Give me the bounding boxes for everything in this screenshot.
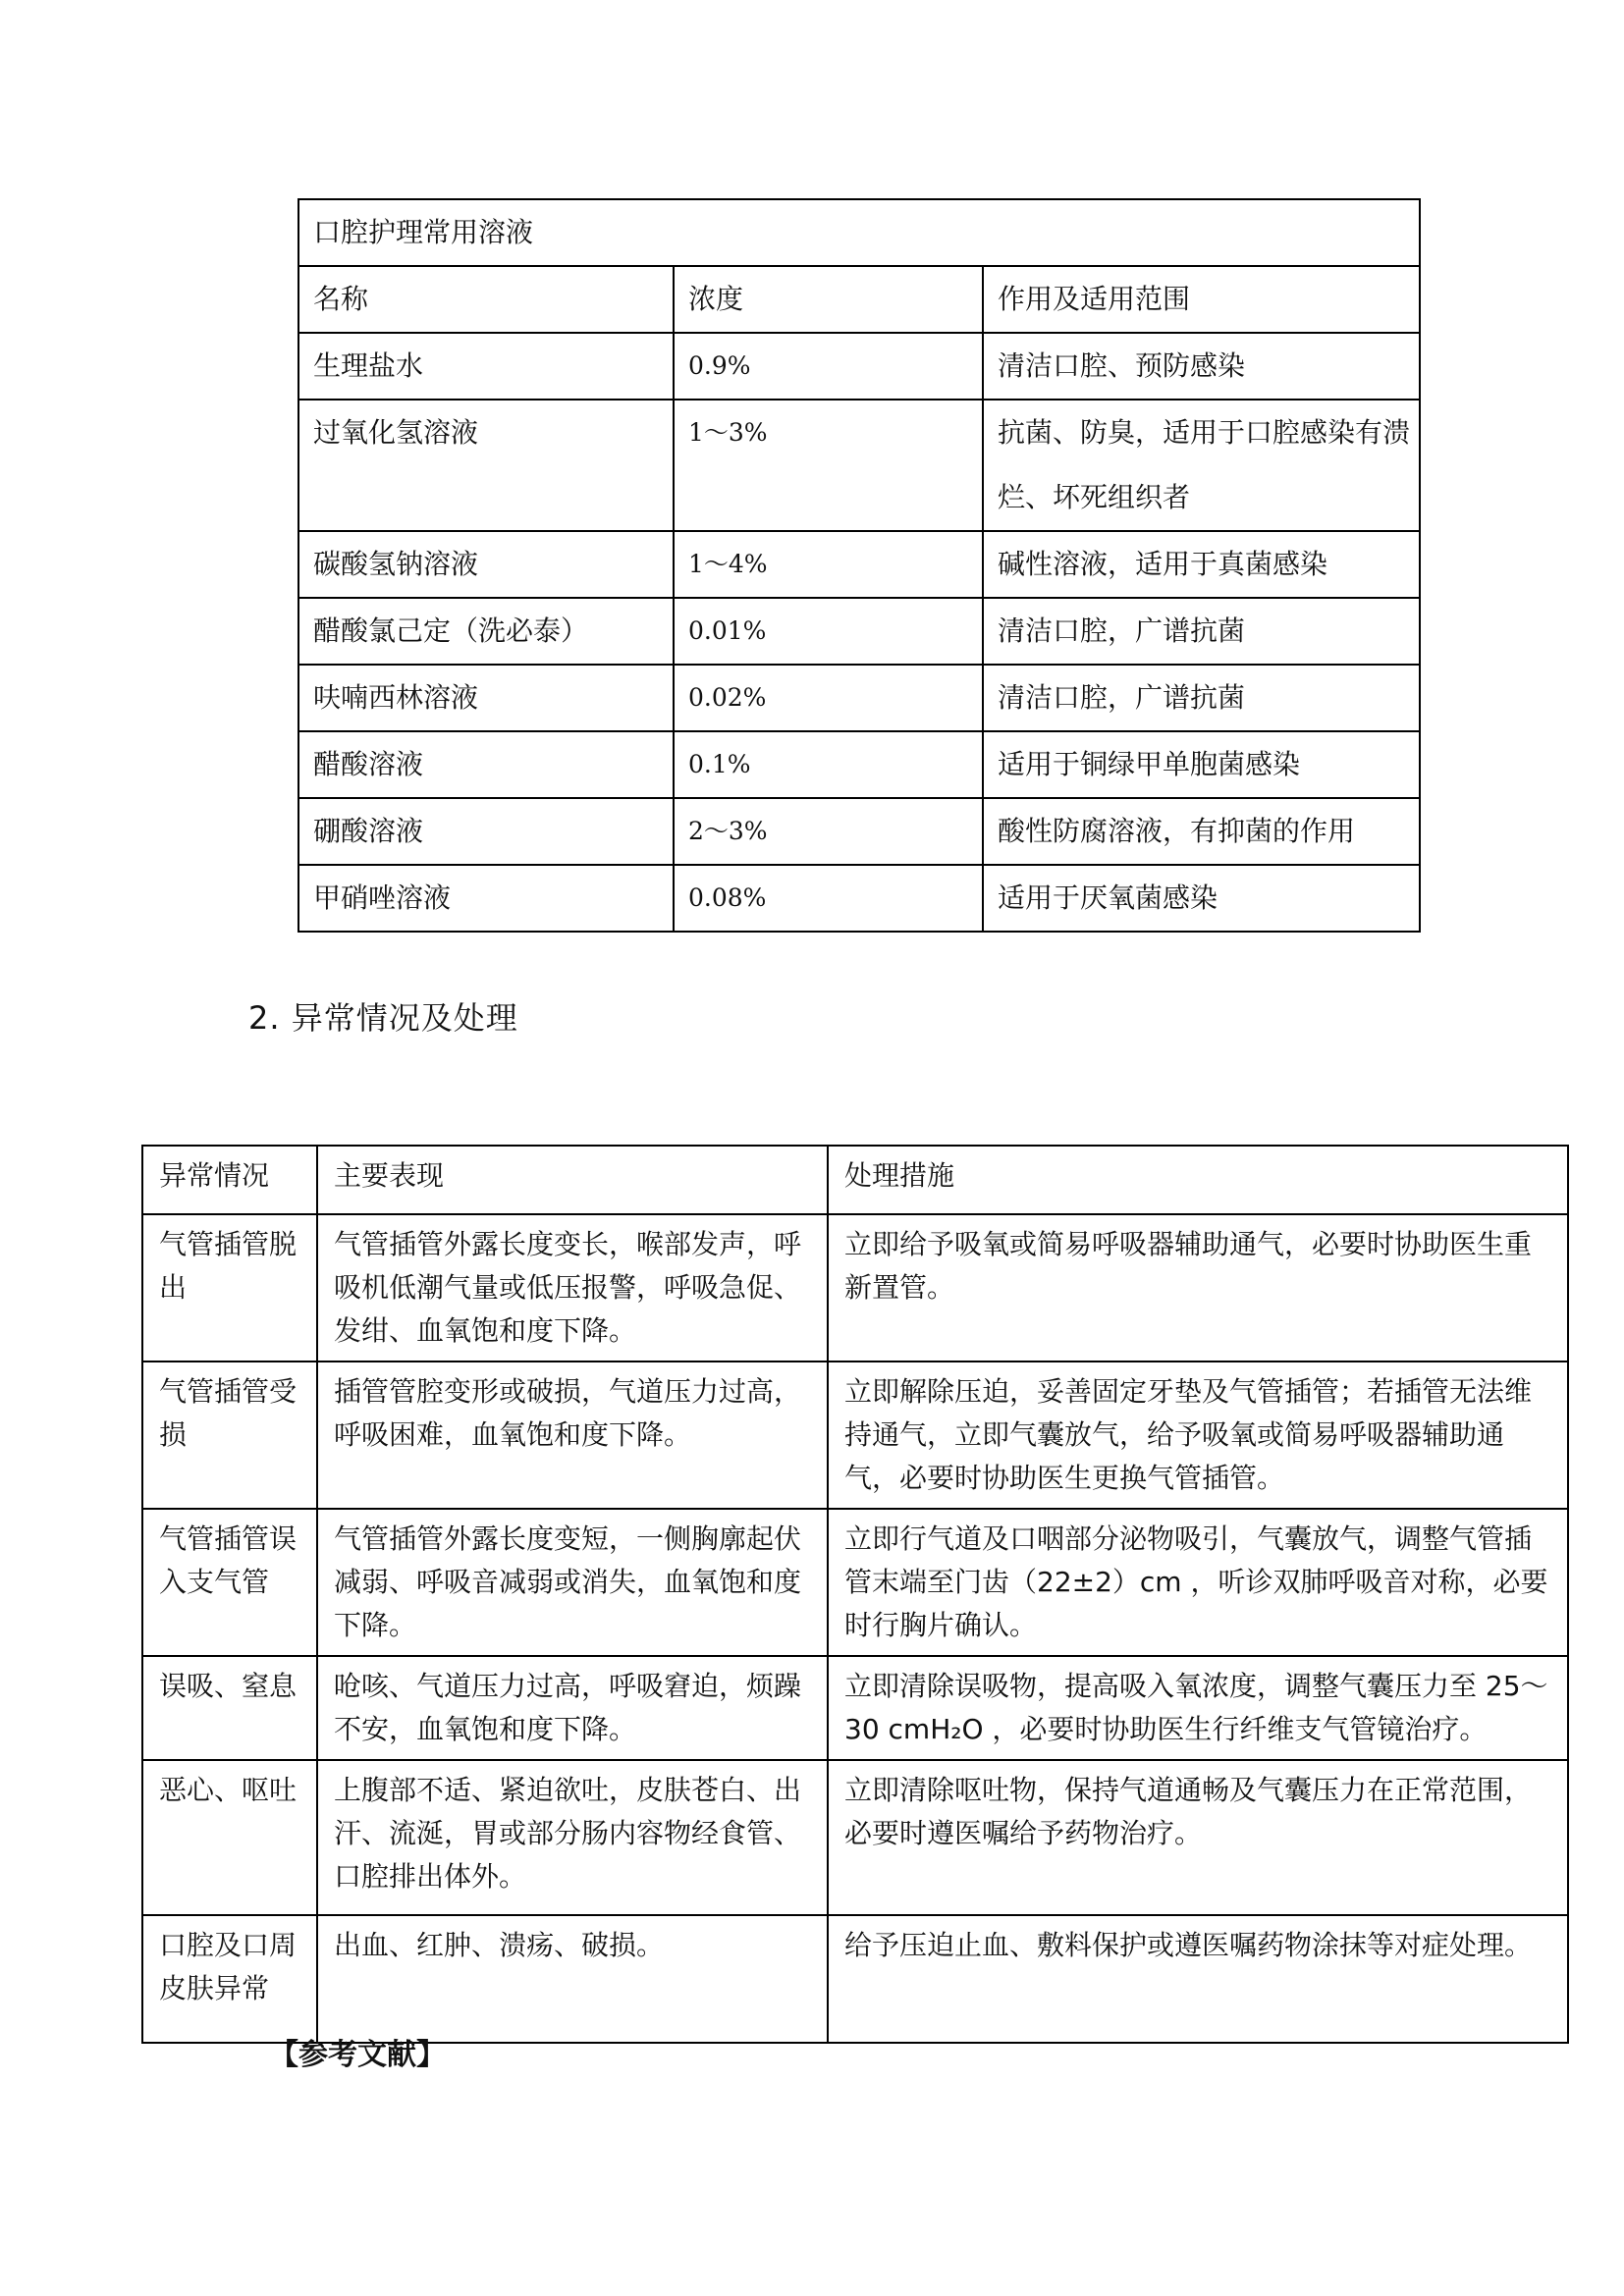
- solution-usage: 适用于铜绿甲单胞菌感染: [983, 731, 1420, 798]
- solution-usage: 清洁口腔，广谱抗菌: [983, 598, 1420, 665]
- table-row: [298, 400, 1420, 531]
- table-row: [298, 531, 1420, 598]
- main-manifestation: 出血、红肿、溃疡、破损。: [317, 1915, 828, 2043]
- solution-usage: 适用于厌氧菌感染: [983, 865, 1420, 932]
- column-header: 名称: [298, 266, 674, 333]
- solution-usage: 清洁口腔、预防感染: [983, 333, 1420, 400]
- treatment-measure: 立即给予吸氧或简易呼吸器辅助通气，必要时协助医生重新置管。: [828, 1214, 1568, 1362]
- table-row: [142, 1362, 1568, 1509]
- abnormal-situation: 气管插管误入支气管: [142, 1509, 317, 1656]
- main-manifestation: 上腹部不适、紧迫欲吐，皮肤苍白、出汗、流涎，胃或部分肠内容物经食管、口腔排出体外。: [317, 1760, 828, 1915]
- treatment-measure: 给予压迫止血、敷料保护或遵医嘱药物涂抹等对症处理。: [828, 1915, 1568, 2043]
- table-header-row: [142, 1146, 1568, 1214]
- abnormal-situation: 气管插管受损: [142, 1362, 317, 1509]
- table-row: [142, 1656, 1568, 1760]
- solution-concentration: 2～3%: [674, 798, 983, 865]
- solution-concentration: 0.02%: [674, 665, 983, 731]
- main-manifestation: 插管管腔变形或破损，气道压力过高，呼吸困难，血氧饱和度下降。: [317, 1362, 828, 1509]
- treatment-measure: 立即行气道及口咽部分泌物吸引，气囊放气，调整气管插管末端至门齿（22±2）cm ，听诊双肺呼吸音对称，必要时行胸片确认。: [828, 1509, 1568, 1656]
- main-manifestation: 气管插管外露长度变短，一侧胸廓起伏减弱、呼吸音减弱或消失，血氧饱和度下降。: [317, 1509, 828, 1656]
- solution-name: 醋酸溶液: [298, 731, 674, 798]
- solution-name: 碳酸氢钠溶液: [298, 531, 674, 598]
- table-row: [298, 333, 1420, 400]
- table-row: [298, 665, 1420, 731]
- abnormal-situation: 口腔及口周皮肤异常: [142, 1915, 317, 2043]
- oral-care-solutions-table: [298, 198, 1421, 933]
- solution-name: 呋喃西林溶液: [298, 665, 674, 731]
- solution-name: 过氧化氢溶液: [298, 400, 674, 531]
- solution-name: 硼酸溶液: [298, 798, 674, 865]
- solution-usage: 清洁口腔，广谱抗菌: [983, 665, 1420, 731]
- table-row: [298, 798, 1420, 865]
- treatment-measure: 立即解除压迫，妥善固定牙垫及气管插管；若插管无法维持通气，立即气囊放气，给予吸氧或简易呼吸器辅助通气，必要时协助医生更换气管插管。: [828, 1362, 1568, 1509]
- solution-concentration: 0.08%: [674, 865, 983, 932]
- table-row: [142, 1214, 1568, 1362]
- table-caption: 口腔护理常用溶液: [298, 199, 1420, 266]
- solution-concentration: 1～3%: [674, 400, 983, 531]
- column-header: 浓度: [674, 266, 983, 333]
- solution-usage: 碱性溶液，适用于真菌感染: [983, 531, 1420, 598]
- solution-name: 生理盐水: [298, 333, 674, 400]
- solution-usage: 酸性防腐溶液，有抑菌的作用: [983, 798, 1420, 865]
- references-heading: 【参考文献】: [269, 2038, 446, 2072]
- column-header: 处理措施: [828, 1146, 1568, 1214]
- solution-name: 醋酸氯己定（洗必泰）: [298, 598, 674, 665]
- solution-name: 甲硝唑溶液: [298, 865, 674, 932]
- main-manifestation: 气管插管外露长度变长，喉部发声，呼吸机低潮气量或低压报警，呼吸急促、发绀、血氧饱和度下降。: [317, 1214, 828, 1362]
- column-header: 主要表现: [317, 1146, 828, 1214]
- table-header-row: [298, 266, 1420, 333]
- solution-concentration: 0.01%: [674, 598, 983, 665]
- abnormal-situation: 气管插管脱出: [142, 1214, 317, 1362]
- solution-concentration: 0.1%: [674, 731, 983, 798]
- table-row: [142, 1760, 1568, 1915]
- solution-usage: 抗菌、防臭，适用于口腔感染有溃烂、坏死组织者: [983, 400, 1420, 531]
- abnormal-situation: 恶心、呕吐: [142, 1760, 317, 1915]
- abnormal-situation: 误吸、窒息: [142, 1656, 317, 1760]
- table-row: [298, 865, 1420, 932]
- solution-concentration: 1～4%: [674, 531, 983, 598]
- treatment-measure: 立即清除误吸物，提高吸入氧浓度，调整气囊压力至 25～30 cmH₂O ，必要时协助医生行纤维支气管镜治疗。: [828, 1656, 1568, 1760]
- table-caption-row: [298, 199, 1420, 266]
- table-row: [298, 598, 1420, 665]
- section-heading: 2. 异常情况及处理: [248, 999, 518, 1037]
- table-row: [298, 731, 1420, 798]
- table-row: [142, 1915, 1568, 2043]
- main-manifestation: 呛咳、气道压力过高，呼吸窘迫，烦躁不安，血氧饱和度下降。: [317, 1656, 828, 1760]
- abnormal-situations-table: [141, 1145, 1569, 2044]
- table-row: [142, 1509, 1568, 1656]
- column-header: 异常情况: [142, 1146, 317, 1214]
- column-header: 作用及适用范围: [983, 266, 1420, 333]
- solution-concentration: 0.9%: [674, 333, 983, 400]
- treatment-measure: 立即清除呕吐物，保持气道通畅及气囊压力在正常范围，必要时遵医嘱给予药物治疗。: [828, 1760, 1568, 1915]
